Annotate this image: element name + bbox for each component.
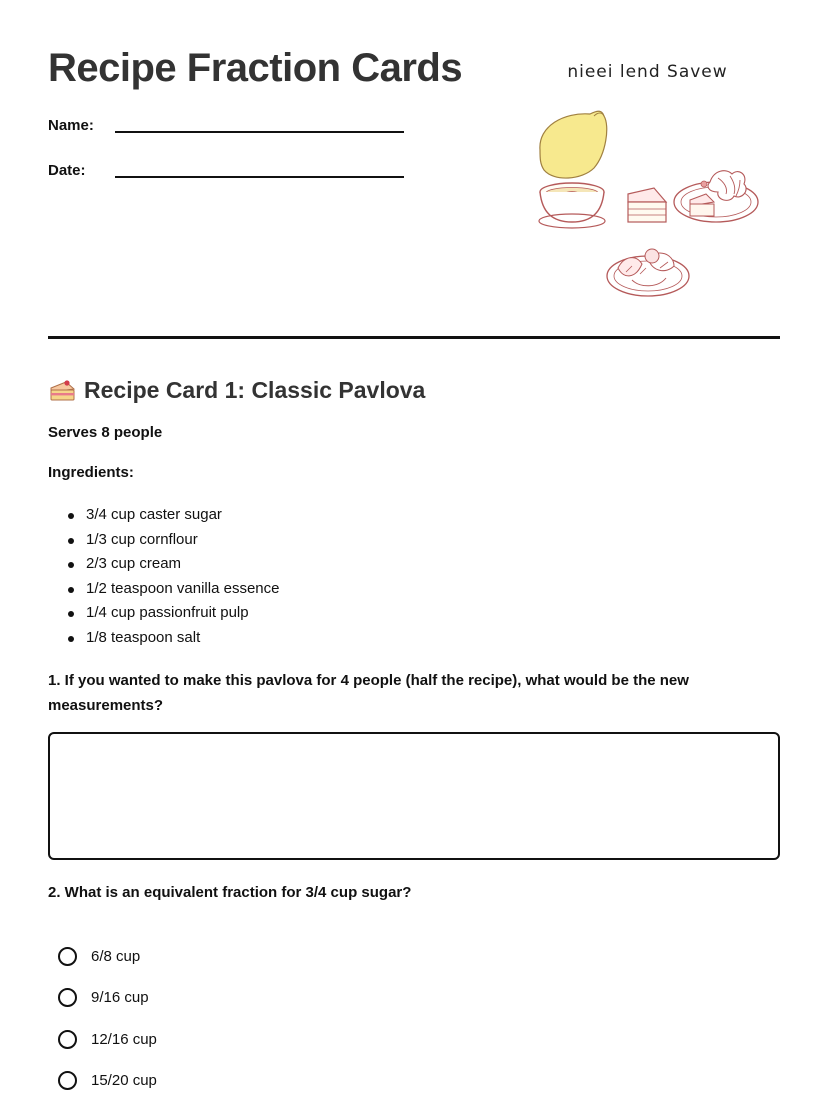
option-label: 15/20 cup — [91, 1072, 157, 1090]
ingredient-list — [48, 503, 279, 651]
fruit-plate-icon — [607, 249, 689, 296]
lemon-icon — [540, 111, 607, 178]
card-title-text: Recipe Card 1: Classic Pavlova — [84, 376, 426, 403]
illustration-caption: nieei lend Savew — [567, 62, 728, 82]
question-2-options — [58, 946, 157, 1112]
date-field[interactable] — [115, 176, 404, 178]
ingredient-text: 1/2 teaspoon vanilla essence — [86, 579, 280, 597]
ingredient-item — [48, 577, 279, 602]
option-1[interactable] — [58, 946, 157, 987]
ingredient-item — [48, 601, 279, 626]
question-1-text: 1. If you wanted to make this pavlova for 4 people (half the recipe), what would be the new measurements? — [48, 672, 689, 714]
question-1-answer-box[interactable] — [48, 732, 780, 860]
option-label: 6/8 cup — [91, 948, 141, 965]
ingredient-item — [48, 528, 279, 553]
dessert-plate-icon — [674, 171, 758, 222]
ingredient-text: 2/3 cup cream — [86, 555, 182, 573]
cake-slice-icon — [628, 188, 666, 222]
option-label: 9/16 cup — [91, 989, 149, 1007]
bullet-icon — [68, 611, 74, 617]
cake-slice-icon — [48, 376, 76, 404]
serves-text: Serves 8 people — [48, 424, 163, 441]
option-3[interactable] — [58, 1029, 157, 1070]
question-2-text: 2. What is an equivalent fraction for 3/4 cup sugar? — [48, 884, 412, 901]
section-divider — [48, 336, 780, 339]
date-field-row — [48, 162, 408, 188]
option-label: 12/16 cup — [91, 1030, 157, 1048]
food-illustration — [528, 108, 768, 304]
bullet-icon — [68, 587, 74, 593]
option-4[interactable] — [58, 1070, 157, 1111]
bullet-icon — [68, 636, 74, 642]
bullet-icon — [68, 513, 74, 519]
ingredient-text: 1/3 cup cornflour — [86, 530, 198, 548]
bullet-icon — [68, 562, 74, 568]
radio-button[interactable] — [58, 1071, 77, 1090]
radio-button[interactable] — [58, 988, 77, 1007]
ingredient-text: 3/4 cup caster sugar — [86, 506, 222, 523]
name-label: Name: — [48, 117, 94, 134]
date-label: Date: — [48, 162, 86, 179]
recipe-card-title — [48, 374, 425, 406]
soup-bowl-icon — [539, 183, 605, 228]
radio-button[interactable] — [58, 1030, 77, 1049]
bullet-icon — [68, 538, 74, 544]
option-2[interactable] — [58, 987, 157, 1028]
name-field-row — [48, 117, 408, 143]
radio-button[interactable] — [58, 947, 77, 966]
name-field[interactable] — [115, 131, 404, 133]
page-title: Recipe Fraction Cards — [48, 46, 463, 90]
ingredient-item — [48, 503, 279, 528]
ingredient-item — [48, 552, 279, 577]
ingredient-item — [48, 626, 279, 651]
ingredient-text: 1/8 teaspoon salt — [86, 628, 201, 646]
ingredient-text: 1/4 cup passionfruit pulp — [86, 604, 249, 622]
ingredients-heading: Ingredients: — [48, 464, 134, 481]
